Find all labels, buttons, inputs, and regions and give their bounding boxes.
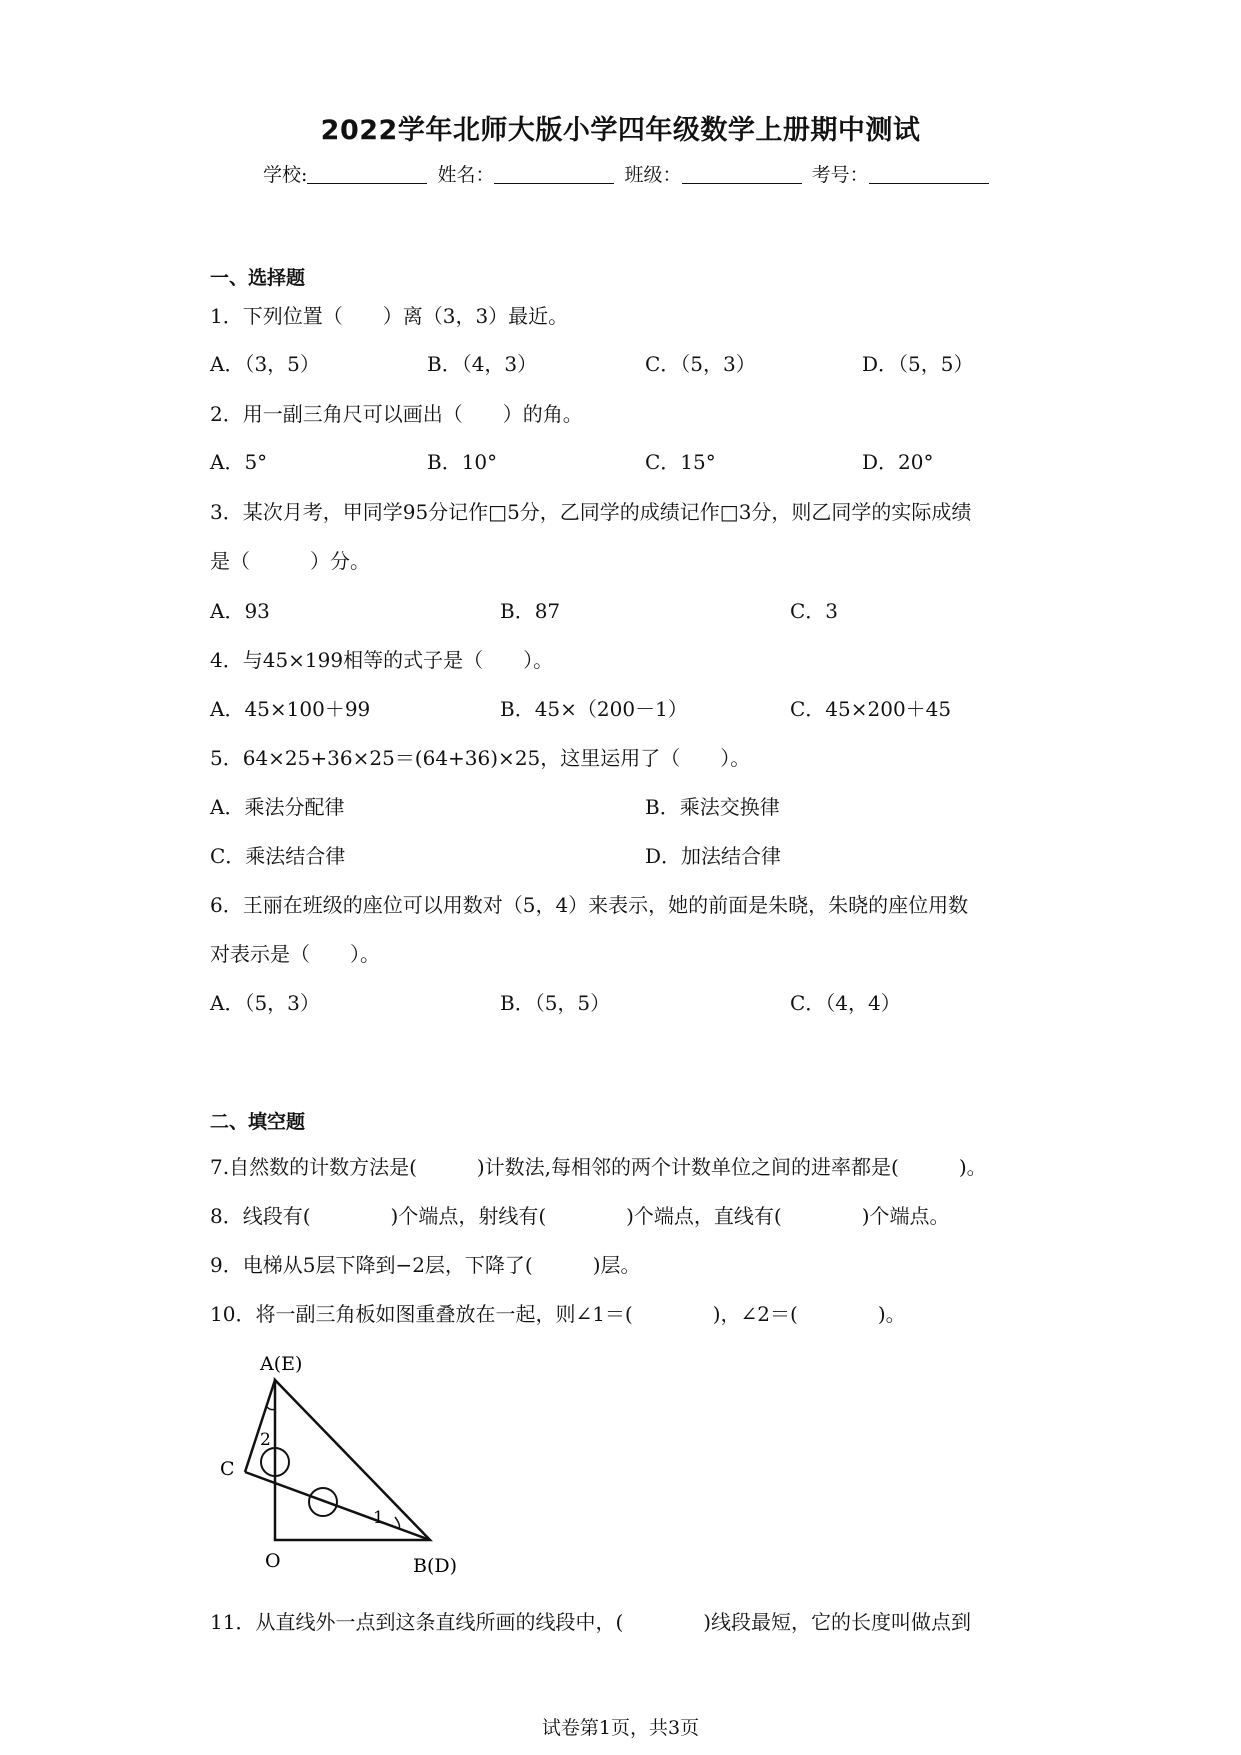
question-8-stem: 8．线段有( )个端点，射线有( )个端点，直线有( )个端点。	[210, 1204, 950, 1228]
question-1-stem: 1．下列位置（ ）离（3，3）最近。	[210, 304, 569, 328]
label-b-d: B(D)	[413, 1555, 458, 1575]
question-1-option-b[interactable]: B．（4，3）	[427, 352, 538, 376]
question-2-option-b[interactable]: B．10°	[427, 450, 498, 474]
question-1-option-c[interactable]: C．（5，3）	[645, 352, 756, 376]
question-4-stem: 4．与45×199相等的式子是（ ）。	[210, 648, 554, 672]
question-3-stem-line-2: 是（ ）分。	[210, 549, 370, 573]
question-5-option-b[interactable]: B．乘法交换律	[645, 795, 780, 819]
label-c: C	[220, 1458, 235, 1480]
triangle-ruler-figure	[215, 1345, 495, 1575]
label-angle-2: 2	[260, 1430, 271, 1450]
question-6-option-b[interactable]: B．（5，5）	[500, 991, 611, 1015]
question-2-option-d[interactable]: D．20°	[862, 450, 934, 474]
question-6-stem-line-2: 对表示是（ ）。	[210, 942, 380, 966]
class-label: 班级：	[624, 164, 682, 186]
question-1-option-d[interactable]: D．（5，5）	[862, 352, 974, 376]
question-4-option-a[interactable]: A．45×100＋99	[210, 697, 371, 721]
question-1-option-a[interactable]: A．（3，5）	[210, 352, 320, 376]
name-label: 姓名：	[437, 164, 495, 186]
question-11-stem: 11．从直线外一点到这条直线所画的线段中，( )线段最短，它的长度叫做点到	[210, 1610, 972, 1634]
question-4-option-c[interactable]: C．45×200＋45	[790, 697, 952, 721]
exam-number-blank[interactable]	[869, 165, 989, 184]
triangle-aob	[275, 1380, 430, 1540]
question-6-option-a[interactable]: A．（5，3）	[210, 991, 320, 1015]
question-3-option-a[interactable]: A．93	[210, 599, 270, 623]
question-2-stem: 2．用一副三角尺可以画出（ ）的角。	[210, 402, 583, 426]
question-9-stem: 9．电梯从5层下降到−2层，下降了( )层。	[210, 1253, 641, 1277]
class-blank[interactable]	[682, 165, 802, 184]
question-5-option-a[interactable]: A．乘法分配律	[210, 795, 345, 819]
question-2-option-a[interactable]: A．5°	[210, 450, 268, 474]
section-heading-fill: 二、填空题	[210, 1111, 306, 1133]
page-title: 2022学年北师大版小学四年级数学上册期中测试	[320, 115, 921, 146]
school-label: 学校:	[263, 164, 308, 186]
question-3-stem-line-1: 3．某次月考，甲同学95分记作□5分，乙同学的成绩记作□3分，则乙同学的实际成绩	[210, 500, 972, 524]
question-6-option-c[interactable]: C．（4，4）	[790, 991, 901, 1015]
student-info-row	[263, 165, 993, 185]
section-heading-choice: 一、选择题	[210, 267, 306, 289]
question-5-option-c[interactable]: C．乘法结合律	[210, 844, 346, 868]
name-blank[interactable]	[494, 165, 614, 184]
question-3-option-b[interactable]: B．87	[500, 599, 561, 623]
label-o: O	[265, 1550, 281, 1572]
question-5-option-d[interactable]: D．加法结合律	[645, 844, 782, 868]
question-3-option-c[interactable]: C．3	[790, 599, 839, 623]
label-angle-1: 1	[373, 1508, 384, 1528]
question-6-stem-line-1: 6．王丽在班级的座位可以用数对（5，4）来表示，她的前面是朱晓，朱晓的座位用数	[210, 893, 969, 917]
question-10-stem: 10．将一副三角板如图重叠放在一起，则∠1＝( )，∠2＝( )。	[210, 1302, 906, 1326]
exam-number-label: 考号：	[811, 164, 869, 186]
page-footer: 试卷第1页，共3页	[541, 1717, 700, 1739]
question-4-option-b[interactable]: B．45×（200－1）	[500, 697, 688, 721]
segment-ac	[245, 1380, 275, 1472]
question-7-stem: 7.自然数的计数方法是( )计数法,每相邻的两个计数单位之间的进率都是( )。	[210, 1155, 987, 1179]
label-a-e: A(E)	[260, 1353, 303, 1375]
segment-cb	[245, 1472, 430, 1540]
question-2-option-c[interactable]: C．15°	[645, 450, 716, 474]
question-5-stem: 5．64×25+36×25＝(64+36)×25，这里运用了（ ）。	[210, 746, 751, 770]
school-blank[interactable]	[307, 165, 427, 184]
